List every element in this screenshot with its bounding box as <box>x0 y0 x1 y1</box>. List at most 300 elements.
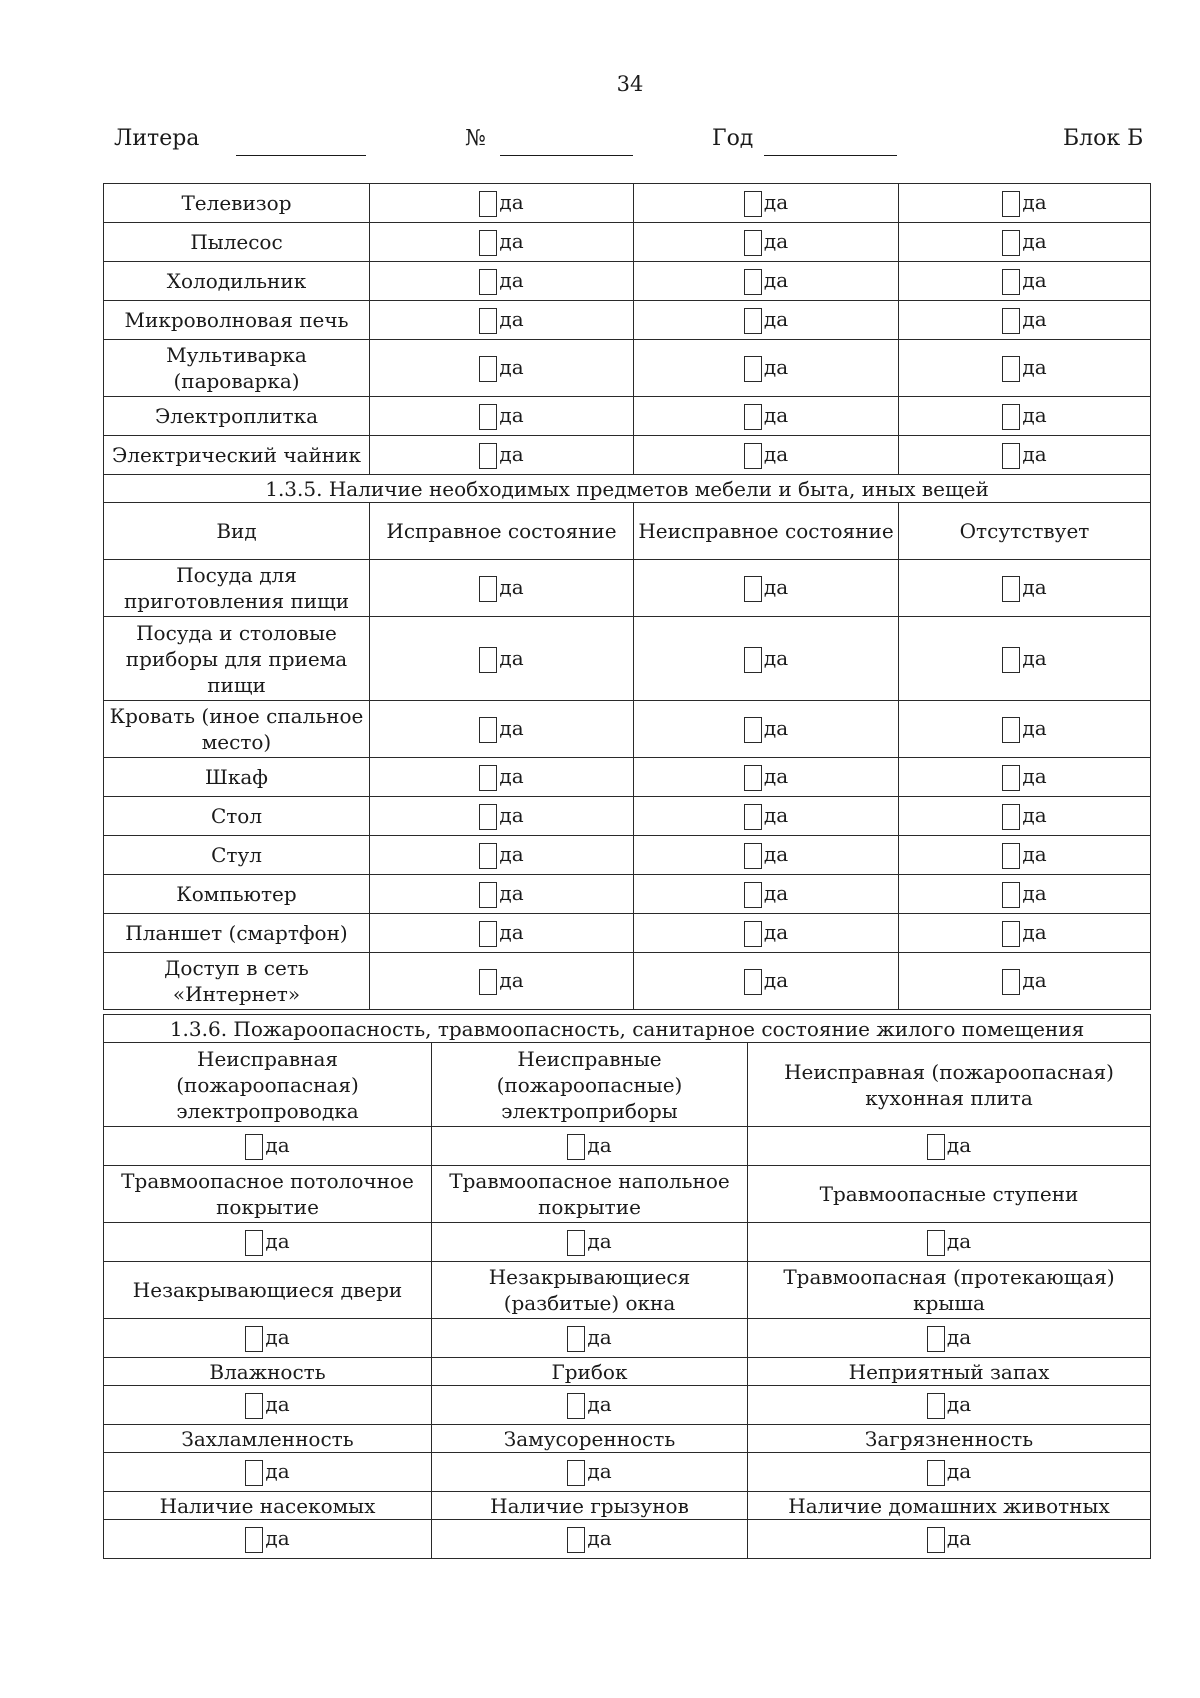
checkbox[interactable] <box>744 308 762 334</box>
furniture-name: Стол <box>104 797 370 836</box>
checkbox-option[interactable] <box>479 716 523 740</box>
checkbox-option[interactable] <box>744 190 788 214</box>
checkbox-option[interactable] <box>744 920 788 944</box>
checkbox-label: да <box>1022 764 1047 788</box>
year-input[interactable] <box>764 131 897 156</box>
checkbox[interactable] <box>1002 921 1020 947</box>
checkbox-label: да <box>499 229 524 253</box>
appliance-name: Холодильник <box>104 262 370 301</box>
checkbox-option[interactable] <box>567 1526 611 1550</box>
checkbox-option[interactable] <box>1002 842 1046 866</box>
hazard-checkbox-row <box>104 1386 1151 1425</box>
number-input[interactable] <box>500 131 633 156</box>
checkbox-label: да <box>499 842 524 866</box>
checkbox-option[interactable] <box>479 646 523 670</box>
checkbox-label: да <box>1022 920 1047 944</box>
checkbox-label: да <box>587 1325 612 1349</box>
checkbox-cell <box>104 1127 432 1166</box>
checkbox-cell <box>899 617 1151 701</box>
checkbox-option[interactable] <box>567 1392 611 1416</box>
checkbox[interactable] <box>245 1393 263 1419</box>
hazard-label: Наличие грызунов <box>432 1492 748 1520</box>
hazard-label: Травмоопасная (протекающая) крыша <box>748 1262 1151 1319</box>
checkbox-option[interactable] <box>1002 881 1046 905</box>
checkbox[interactable] <box>479 882 497 908</box>
checkbox[interactable] <box>927 1326 945 1352</box>
checkbox-label: да <box>1022 307 1047 331</box>
checkbox-option[interactable] <box>744 646 788 670</box>
checkbox-label: да <box>763 920 789 944</box>
checkbox-label: да <box>763 403 789 427</box>
checkbox-option[interactable] <box>245 1325 289 1349</box>
column-header: Исправное состояние <box>370 503 634 560</box>
checkbox-option[interactable] <box>479 881 523 905</box>
checkbox-option[interactable] <box>1002 764 1046 788</box>
checkbox-cell <box>634 560 899 617</box>
checkbox-option[interactable] <box>1002 229 1046 253</box>
checkbox-option[interactable] <box>744 355 788 379</box>
checkbox-option[interactable] <box>245 1526 289 1550</box>
checkbox[interactable] <box>479 969 497 995</box>
checkbox-label: да <box>763 881 789 905</box>
checkbox-label: да <box>265 1392 290 1416</box>
checkbox-label: да <box>499 355 524 379</box>
section-135-title: 1.3.5. Наличие необходимых предметов мебели и быта, иных вещей <box>104 475 1151 503</box>
checkbox-option[interactable] <box>479 764 523 788</box>
checkbox[interactable] <box>479 308 497 334</box>
checkbox[interactable] <box>567 1326 585 1352</box>
checkbox-cell <box>370 436 634 475</box>
checkbox-cell <box>634 701 899 758</box>
section-136-title-row <box>104 1015 1151 1043</box>
checkbox[interactable] <box>744 969 762 995</box>
checkbox[interactable] <box>245 1326 263 1352</box>
checkbox[interactable] <box>1002 843 1020 869</box>
furniture-name: Кровать (иное спальное место) <box>104 701 370 758</box>
checkbox[interactable] <box>744 921 762 947</box>
hazard-label: Неприятный запах <box>748 1358 1151 1386</box>
checkbox-option[interactable] <box>479 968 523 992</box>
checkbox-cell <box>370 340 634 397</box>
checkbox-option[interactable] <box>567 1459 611 1483</box>
checkbox-cell <box>899 701 1151 758</box>
checkbox-cell <box>748 1386 1151 1425</box>
checkbox-cell <box>634 914 899 953</box>
checkbox-option[interactable] <box>479 920 523 944</box>
checkbox-label: да <box>265 1133 290 1157</box>
checkbox-cell <box>634 262 899 301</box>
checkbox-label: да <box>587 1229 612 1253</box>
checkbox-label: да <box>1022 268 1047 292</box>
checkbox-label: да <box>1022 575 1047 599</box>
checkbox-option[interactable] <box>744 716 788 740</box>
checkbox-cell <box>634 617 899 701</box>
checkbox[interactable] <box>744 230 762 256</box>
checkbox-cell <box>370 875 634 914</box>
checkbox-option[interactable] <box>927 1459 971 1483</box>
checkbox-cell <box>748 1319 1151 1358</box>
checkbox-cell <box>634 184 899 223</box>
checkbox-cell <box>432 1520 748 1559</box>
checkbox-cell <box>370 184 634 223</box>
appliance-name: Микроволновая печь <box>104 301 370 340</box>
checkbox-label: да <box>946 1325 972 1349</box>
checkbox-cell <box>899 340 1151 397</box>
checkbox-cell <box>899 262 1151 301</box>
block-label: Блок Б <box>1063 126 1144 151</box>
checkbox-label: да <box>946 1229 972 1253</box>
checkbox-cell <box>634 836 899 875</box>
checkbox[interactable] <box>1002 804 1020 830</box>
appliance-row <box>104 340 1151 397</box>
checkbox-option[interactable] <box>744 575 788 599</box>
checkbox-option[interactable] <box>744 229 788 253</box>
checkbox-cell <box>634 436 899 475</box>
number-label: № <box>465 126 486 151</box>
appliance-row <box>104 301 1151 340</box>
appliance-row <box>104 184 1151 223</box>
checkbox[interactable] <box>245 1230 263 1256</box>
checkbox[interactable] <box>1002 308 1020 334</box>
checkbox-option[interactable] <box>927 1526 971 1550</box>
checkbox[interactable] <box>479 191 497 217</box>
appliances-furniture-table <box>103 183 1151 1010</box>
checkbox-option[interactable] <box>479 268 523 292</box>
checkbox-label: да <box>499 442 524 466</box>
furniture-row <box>104 701 1151 758</box>
checkbox-cell <box>899 953 1151 1010</box>
checkbox-option[interactable] <box>1002 355 1046 379</box>
checkbox-label: да <box>499 803 524 827</box>
checkbox-cell <box>370 914 634 953</box>
checkbox-cell <box>899 223 1151 262</box>
checkbox-label: да <box>763 645 789 670</box>
checkbox-option[interactable] <box>1002 307 1046 331</box>
appliance-row <box>104 223 1151 262</box>
checkbox-cell <box>370 560 634 617</box>
checkbox-cell <box>899 914 1151 953</box>
checkbox[interactable] <box>744 356 762 382</box>
checkbox-label: да <box>1022 442 1047 466</box>
column-header: Неисправное состояние <box>634 503 899 560</box>
furniture-name: Планшет (смартфон) <box>104 914 370 953</box>
checkbox-cell <box>899 875 1151 914</box>
hazard-label: Захламленность <box>104 1425 432 1453</box>
checkbox-option[interactable] <box>1002 920 1046 944</box>
checkbox-option[interactable] <box>1002 968 1046 992</box>
checkbox-option[interactable] <box>927 1133 971 1157</box>
checkbox-cell <box>748 1520 1151 1559</box>
hazard-checkbox-row <box>104 1127 1151 1166</box>
checkbox[interactable] <box>1002 269 1020 295</box>
checkbox-label: да <box>946 1459 972 1483</box>
checkbox[interactable] <box>479 843 497 869</box>
checkbox-cell <box>634 223 899 262</box>
checkbox-option[interactable] <box>744 842 788 866</box>
checkbox-cell <box>899 184 1151 223</box>
hazard-label: Травмоопасное потолочное покрытие <box>104 1166 432 1223</box>
checkbox-option[interactable] <box>245 1459 289 1483</box>
hazard-label: Наличие насекомых <box>104 1492 432 1520</box>
checkbox-label: да <box>946 1392 972 1416</box>
checkbox-label: да <box>499 575 524 599</box>
checkbox-label: да <box>1022 355 1047 379</box>
checkbox[interactable] <box>1002 765 1020 791</box>
litera-label: Литера <box>114 126 200 151</box>
checkbox-option[interactable] <box>744 307 788 331</box>
checkbox[interactable] <box>1002 647 1020 673</box>
checkbox[interactable] <box>1002 230 1020 256</box>
checkbox-option[interactable] <box>245 1229 289 1253</box>
checkbox-cell <box>899 436 1151 475</box>
hazard-label: Грибок <box>432 1358 748 1386</box>
checkbox[interactable] <box>245 1460 263 1486</box>
checkbox[interactable] <box>479 921 497 947</box>
checkbox-label: да <box>1022 881 1047 905</box>
checkbox[interactable] <box>479 717 497 743</box>
checkbox-cell <box>899 560 1151 617</box>
appliance-row <box>104 262 1151 301</box>
checkbox-option[interactable] <box>1002 442 1046 466</box>
number-field <box>465 126 486 151</box>
checkbox-label: да <box>763 803 789 827</box>
checkbox[interactable] <box>1002 882 1020 908</box>
checkbox[interactable] <box>567 1230 585 1256</box>
hazard-label-row <box>104 1166 1151 1223</box>
furniture-row <box>104 797 1151 836</box>
hazard-label: Травмоопасные ступени <box>748 1166 1151 1223</box>
checkbox-label: да <box>946 1133 972 1157</box>
checkbox-cell <box>370 262 634 301</box>
checkbox-label: да <box>946 1526 972 1550</box>
checkbox[interactable] <box>744 765 762 791</box>
checkbox-option[interactable] <box>567 1325 611 1349</box>
checkbox-cell <box>634 953 899 1010</box>
checkbox[interactable] <box>744 882 762 908</box>
hazard-label: Незакрывающиеся двери <box>104 1262 432 1319</box>
checkbox-option[interactable] <box>744 803 788 827</box>
checkbox-option[interactable] <box>479 575 523 599</box>
checkbox-cell <box>370 397 634 436</box>
section-135-title-row <box>104 475 1151 503</box>
checkbox[interactable] <box>744 443 762 469</box>
checkbox[interactable] <box>479 443 497 469</box>
checkbox-cell <box>370 836 634 875</box>
checkbox-label: да <box>499 881 524 905</box>
checkbox-option[interactable] <box>1002 403 1046 427</box>
furniture-name: Посуда для приготовления пищи <box>104 560 370 617</box>
furniture-row <box>104 560 1151 617</box>
checkbox-cell <box>634 875 899 914</box>
furniture-row <box>104 836 1151 875</box>
checkbox-cell <box>370 701 634 758</box>
checkbox[interactable] <box>245 1527 263 1553</box>
appliance-row <box>104 436 1151 475</box>
checkbox-label: да <box>1022 803 1047 827</box>
checkbox-option[interactable] <box>245 1392 289 1416</box>
checkbox[interactable] <box>1002 576 1020 602</box>
checkbox[interactable] <box>245 1134 263 1160</box>
furniture-name: Шкаф <box>104 758 370 797</box>
hazard-label: Наличие домашних животных <box>748 1492 1151 1520</box>
furniture-row <box>104 758 1151 797</box>
checkbox-option[interactable] <box>245 1133 289 1157</box>
checkbox-cell <box>634 301 899 340</box>
checkbox-cell <box>370 758 634 797</box>
checkbox-label: да <box>763 968 789 992</box>
page-number: 34 <box>616 72 644 96</box>
hazard-label: Загрязненность <box>748 1425 1151 1453</box>
checkbox-option[interactable] <box>479 403 523 427</box>
hazards-table <box>103 1014 1151 1559</box>
checkbox-option[interactable] <box>927 1229 971 1253</box>
checkbox-option[interactable] <box>1002 190 1046 214</box>
checkbox[interactable] <box>479 647 497 673</box>
litera-input[interactable] <box>236 131 366 156</box>
checkbox-label: да <box>499 403 524 427</box>
checkbox-label: да <box>265 1325 290 1349</box>
hazard-label-row <box>104 1358 1151 1386</box>
checkbox[interactable] <box>1002 356 1020 382</box>
hazard-label: Неисправная (пожароопасная) кухонная плита <box>748 1043 1151 1127</box>
checkbox-label: да <box>499 716 524 740</box>
checkbox-label: да <box>1022 229 1047 253</box>
hazard-label: Замусоренность <box>432 1425 748 1453</box>
year-label: Год <box>712 126 754 151</box>
hazard-label: Травмоопасное напольное покрытие <box>432 1166 748 1223</box>
checkbox-option[interactable] <box>567 1229 611 1253</box>
section-135-header-row <box>104 503 1151 560</box>
checkbox[interactable] <box>1002 443 1020 469</box>
checkbox-cell <box>432 1127 748 1166</box>
checkbox-option[interactable] <box>744 968 788 992</box>
checkbox[interactable] <box>479 230 497 256</box>
checkbox-label: да <box>1022 968 1047 992</box>
checkbox[interactable] <box>744 269 762 295</box>
checkbox-cell <box>748 1453 1151 1492</box>
checkbox-option[interactable] <box>927 1392 971 1416</box>
checkbox[interactable] <box>567 1527 585 1553</box>
checkbox[interactable] <box>927 1393 945 1419</box>
checkbox[interactable] <box>1002 191 1020 217</box>
checkbox-option[interactable] <box>479 229 523 253</box>
checkbox-cell <box>634 797 899 836</box>
checkbox[interactable] <box>1002 717 1020 743</box>
checkbox[interactable] <box>744 404 762 430</box>
checkbox-cell <box>104 1520 432 1559</box>
checkbox-option[interactable] <box>479 307 523 331</box>
checkbox-label: да <box>763 355 789 379</box>
checkbox-label: да <box>499 268 524 292</box>
checkbox-cell <box>370 223 634 262</box>
checkbox-label: да <box>587 1459 612 1483</box>
checkbox[interactable] <box>1002 969 1020 995</box>
year-field <box>712 126 753 151</box>
checkbox-cell <box>899 397 1151 436</box>
checkbox-option[interactable] <box>1002 803 1046 827</box>
checkbox-label: да <box>763 575 789 599</box>
checkbox[interactable] <box>479 356 497 382</box>
appliance-name: Пылесос <box>104 223 370 262</box>
furniture-name: Посуда и столовые приборы для приема пищи <box>104 617 370 701</box>
section-136-title: 1.3.6. Пожароопасность, травмоопасность, санитарное состояние жилого помещения <box>104 1015 1151 1043</box>
checkbox[interactable] <box>927 1460 945 1486</box>
column-header: Вид <box>104 503 370 560</box>
checkbox-label: да <box>265 1229 290 1253</box>
checkbox[interactable] <box>744 717 762 743</box>
checkbox-option[interactable] <box>1002 268 1046 292</box>
checkbox-label: да <box>499 190 524 214</box>
checkbox[interactable] <box>744 191 762 217</box>
checkbox-option[interactable] <box>1002 716 1046 740</box>
checkbox-cell <box>899 758 1151 797</box>
appliance-name: Электроплитка <box>104 397 370 436</box>
checkbox-cell <box>104 1223 432 1262</box>
checkbox-option[interactable] <box>479 842 523 866</box>
checkbox-option[interactable] <box>479 442 523 466</box>
checkbox-label: да <box>763 764 789 788</box>
checkbox-option[interactable] <box>744 442 788 466</box>
checkbox-label: да <box>499 764 524 788</box>
hazard-label-row <box>104 1262 1151 1319</box>
checkbox[interactable] <box>479 404 497 430</box>
checkbox-label: да <box>499 645 524 670</box>
checkbox[interactable] <box>567 1460 585 1486</box>
checkbox-cell <box>634 397 899 436</box>
checkbox-option[interactable] <box>744 881 788 905</box>
checkbox[interactable] <box>567 1134 585 1160</box>
checkbox[interactable] <box>479 804 497 830</box>
checkbox-option[interactable] <box>744 403 788 427</box>
hazard-label: Незакрывающиеся (разбитые) окна <box>432 1262 748 1319</box>
checkbox-label: да <box>265 1459 290 1483</box>
hazard-label: Неисправная (пожароопасная) электропроводка <box>104 1043 432 1127</box>
checkbox-option[interactable] <box>479 190 523 214</box>
checkbox-option[interactable] <box>927 1325 971 1349</box>
checkbox[interactable] <box>479 765 497 791</box>
checkbox[interactable] <box>567 1393 585 1419</box>
checkbox-option[interactable] <box>1002 575 1046 599</box>
checkbox[interactable] <box>744 804 762 830</box>
checkbox-label: да <box>763 268 789 292</box>
checkbox[interactable] <box>744 843 762 869</box>
checkbox[interactable] <box>1002 404 1020 430</box>
checkbox[interactable] <box>927 1527 945 1553</box>
checkbox[interactable] <box>927 1230 945 1256</box>
checkbox-option[interactable] <box>1002 646 1046 670</box>
checkbox[interactable] <box>927 1134 945 1160</box>
checkbox-option[interactable] <box>479 355 523 379</box>
checkbox[interactable] <box>744 576 762 602</box>
checkbox-label: да <box>1022 190 1047 214</box>
litera-field <box>114 126 199 151</box>
checkbox[interactable] <box>744 647 762 673</box>
appliance-row <box>104 397 1151 436</box>
furniture-name: Стул <box>104 836 370 875</box>
checkbox-option[interactable] <box>744 268 788 292</box>
hazard-label-row <box>104 1425 1151 1453</box>
checkbox[interactable] <box>479 576 497 602</box>
checkbox-option[interactable] <box>567 1133 611 1157</box>
checkbox-option[interactable] <box>744 764 788 788</box>
checkbox-cell <box>432 1223 748 1262</box>
checkbox-cell <box>370 617 634 701</box>
hazard-checkbox-row <box>104 1520 1151 1559</box>
checkbox-label: да <box>499 920 524 944</box>
checkbox-cell <box>370 953 634 1010</box>
checkbox[interactable] <box>479 269 497 295</box>
checkbox-option[interactable] <box>479 803 523 827</box>
